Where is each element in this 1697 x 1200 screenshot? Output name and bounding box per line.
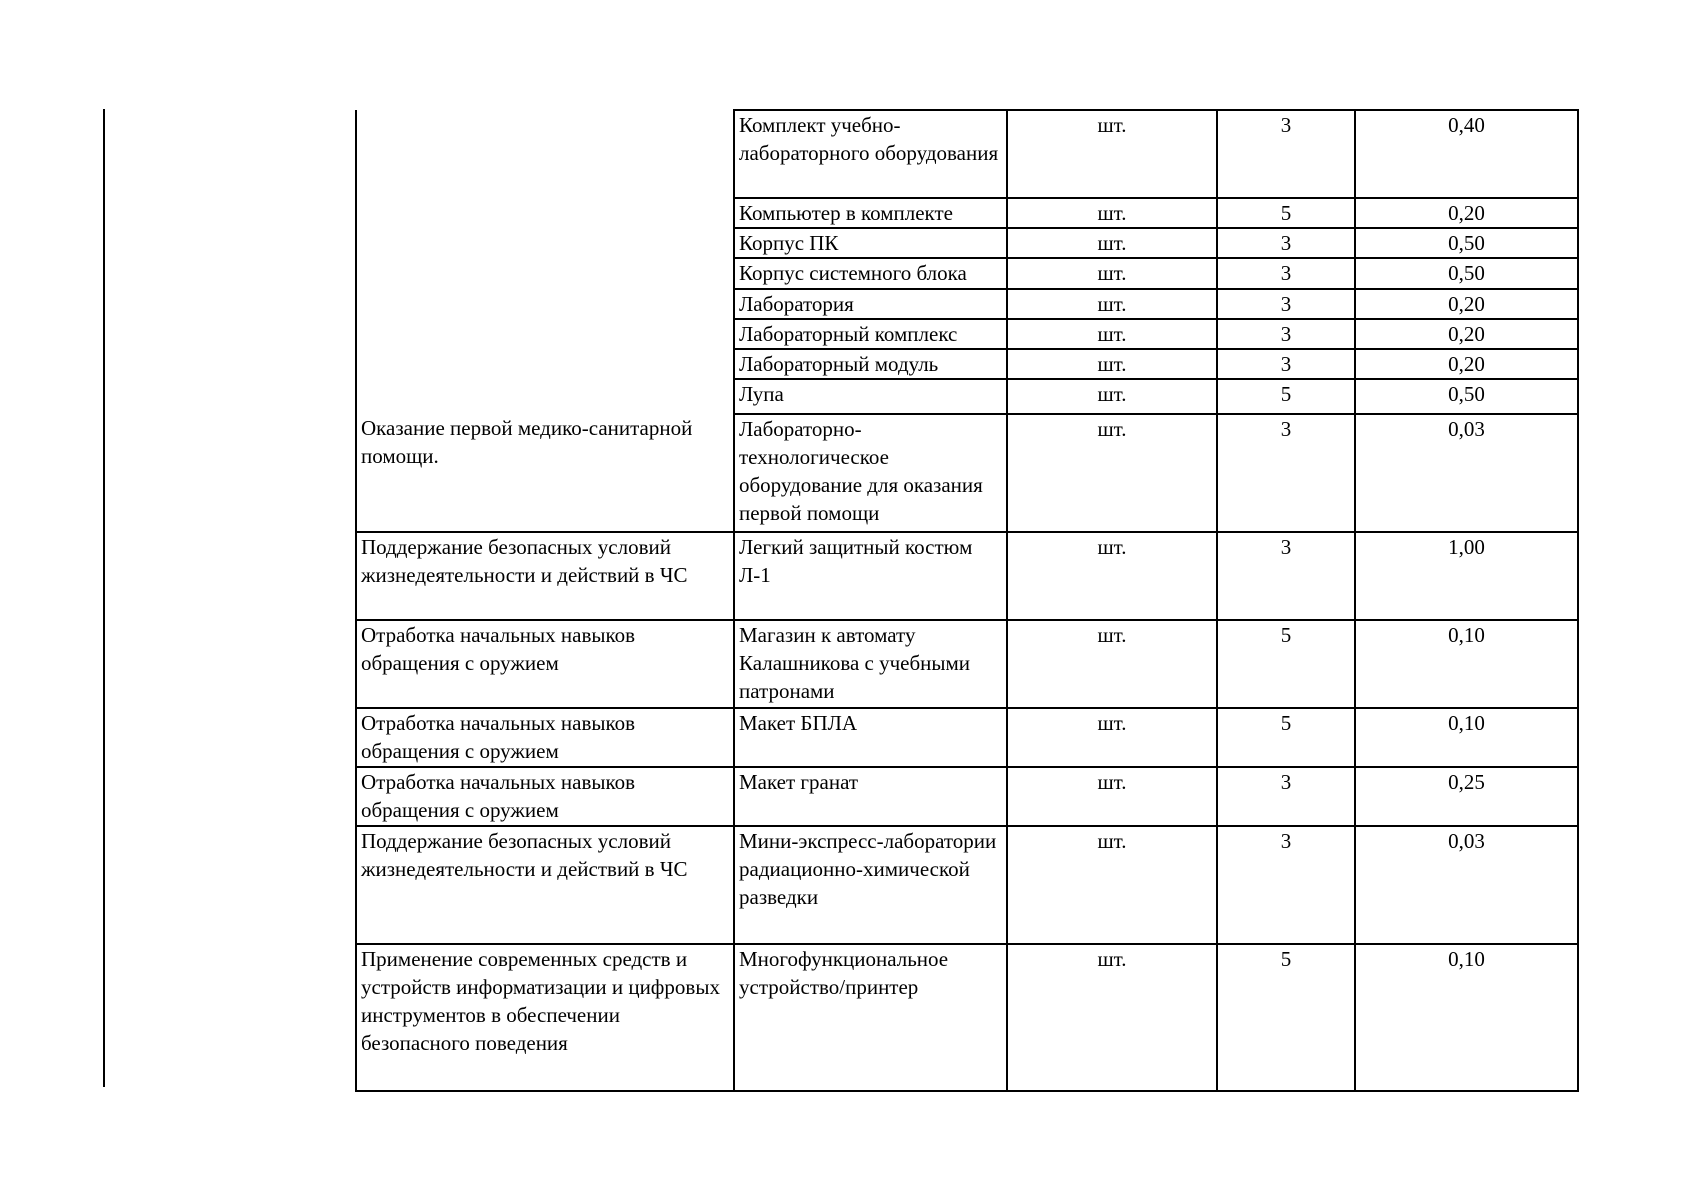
unit-cell: шт. bbox=[1007, 414, 1217, 532]
qty-cell: 5 bbox=[1217, 379, 1355, 414]
item-cell: Мини-экспресс-лаборатории радиационно-химической разведки bbox=[734, 826, 1007, 944]
coef-cell: 0,03 bbox=[1355, 826, 1578, 944]
unit-cell: шт. bbox=[1007, 944, 1217, 1091]
coef-cell: 0,03 bbox=[1355, 414, 1578, 532]
table-row bbox=[356, 414, 1578, 532]
coef-cell: 0,50 bbox=[1355, 228, 1578, 258]
unit-cell: шт. bbox=[1007, 110, 1217, 198]
unit-cell: шт. bbox=[1007, 349, 1217, 379]
qty-cell: 3 bbox=[1217, 532, 1355, 620]
item-cell: Корпус системного блока bbox=[734, 258, 1007, 289]
activity-cell: Поддержание безопасных условий жизнедеятельности и действий в ЧС bbox=[356, 532, 734, 620]
qty-cell: 3 bbox=[1217, 414, 1355, 532]
activity-cell: Оказание первой медико-санитарной помощи. bbox=[356, 414, 734, 532]
item-cell: Макет БПЛА bbox=[734, 708, 1007, 767]
coef-cell: 0,40 bbox=[1355, 110, 1578, 198]
item-cell: Корпус ПК bbox=[734, 228, 1007, 258]
table-row bbox=[356, 944, 1578, 1091]
item-cell: Легкий защитный костюм Л-1 bbox=[734, 532, 1007, 620]
coef-cell: 0,50 bbox=[1355, 258, 1578, 289]
activity-cell: Отработка начальных навыков обращения с оружием bbox=[356, 708, 734, 767]
coef-cell: 0,50 bbox=[1355, 379, 1578, 414]
item-cell: Комплект учебно-лабораторного оборудования bbox=[734, 110, 1007, 198]
table-row bbox=[356, 826, 1578, 944]
qty-cell: 3 bbox=[1217, 826, 1355, 944]
unit-cell: шт. bbox=[1007, 826, 1217, 944]
coef-cell: 0,20 bbox=[1355, 289, 1578, 319]
table-row bbox=[356, 110, 1578, 198]
activity-cell: Применение современных средств и устройств информатизации и цифровых инструментов в обеспечении безопасного поведения bbox=[356, 944, 734, 1091]
activity-cell: Отработка начальных навыков обращения с оружием bbox=[356, 620, 734, 708]
unit-cell: шт. bbox=[1007, 620, 1217, 708]
unit-cell: шт. bbox=[1007, 532, 1217, 620]
qty-cell: 3 bbox=[1217, 110, 1355, 198]
coef-cell: 0,10 bbox=[1355, 708, 1578, 767]
coef-cell: 0,20 bbox=[1355, 349, 1578, 379]
table-row bbox=[356, 620, 1578, 708]
unit-cell: шт. bbox=[1007, 258, 1217, 289]
activity-cell bbox=[356, 110, 734, 414]
item-cell: Лупа bbox=[734, 379, 1007, 414]
item-cell: Лабораторный модуль bbox=[734, 349, 1007, 379]
coef-cell: 0,10 bbox=[1355, 620, 1578, 708]
item-cell: Компьютер в комплекте bbox=[734, 198, 1007, 228]
coef-cell: 0,20 bbox=[1355, 319, 1578, 349]
table-row bbox=[356, 532, 1578, 620]
table-row bbox=[356, 767, 1578, 826]
item-cell: Лабораторно-технологическое оборудование для оказания первой помощи bbox=[734, 414, 1007, 532]
unit-cell: шт. bbox=[1007, 198, 1217, 228]
item-cell: Макет гранат bbox=[734, 767, 1007, 826]
item-cell: Магазин к автомату Калашникова с учебными патронами bbox=[734, 620, 1007, 708]
qty-cell: 5 bbox=[1217, 198, 1355, 228]
left-margin-rule bbox=[103, 109, 105, 1087]
qty-cell: 3 bbox=[1217, 289, 1355, 319]
qty-cell: 5 bbox=[1217, 708, 1355, 767]
unit-cell: шт. bbox=[1007, 289, 1217, 319]
qty-cell: 5 bbox=[1217, 944, 1355, 1091]
unit-cell: шт. bbox=[1007, 228, 1217, 258]
item-cell: Многофункциональное устройство/принтер bbox=[734, 944, 1007, 1091]
item-cell: Лаборатория bbox=[734, 289, 1007, 319]
unit-cell: шт. bbox=[1007, 767, 1217, 826]
qty-cell: 3 bbox=[1217, 319, 1355, 349]
qty-cell: 3 bbox=[1217, 767, 1355, 826]
coef-cell: 0,20 bbox=[1355, 198, 1578, 228]
unit-cell: шт. bbox=[1007, 319, 1217, 349]
qty-cell: 3 bbox=[1217, 349, 1355, 379]
activity-cell: Поддержание безопасных условий жизнедеятельности и действий в ЧС bbox=[356, 826, 734, 944]
unit-cell: шт. bbox=[1007, 708, 1217, 767]
coef-cell: 0,10 bbox=[1355, 944, 1578, 1091]
activity-cell: Отработка начальных навыков обращения с оружием bbox=[356, 767, 734, 826]
equipment-table bbox=[355, 109, 1579, 1092]
coef-cell: 1,00 bbox=[1355, 532, 1578, 620]
unit-cell: шт. bbox=[1007, 379, 1217, 414]
coef-cell: 0,25 bbox=[1355, 767, 1578, 826]
qty-cell: 3 bbox=[1217, 228, 1355, 258]
qty-cell: 3 bbox=[1217, 258, 1355, 289]
table-row bbox=[356, 708, 1578, 767]
qty-cell: 5 bbox=[1217, 620, 1355, 708]
item-cell: Лабораторный комплекс bbox=[734, 319, 1007, 349]
